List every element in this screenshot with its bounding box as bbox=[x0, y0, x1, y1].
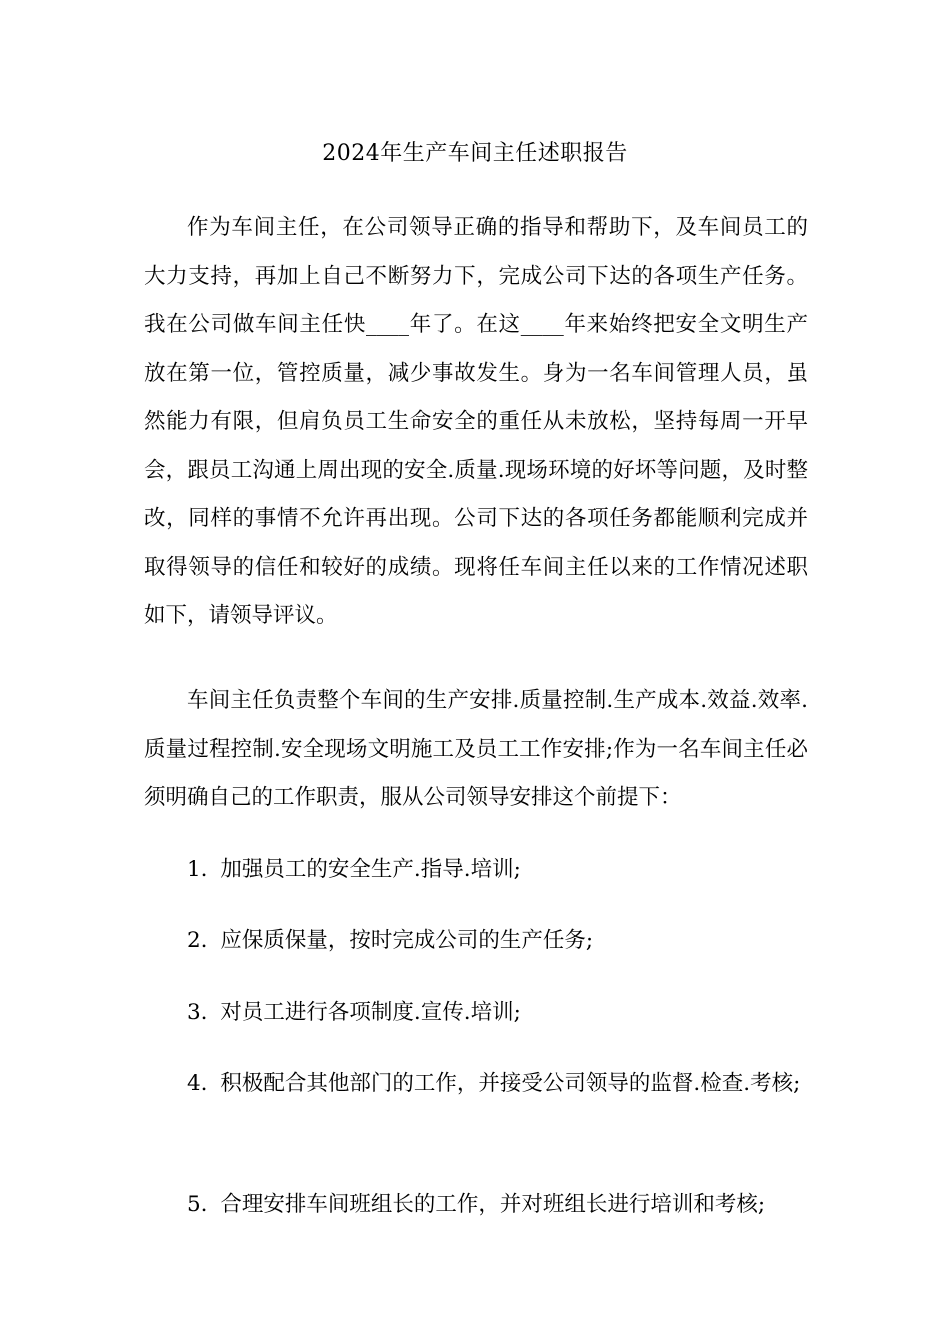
list-item-number: 3. bbox=[187, 1000, 208, 1025]
list-item bbox=[144, 1181, 808, 1230]
list-item-text: 积极配合其他部门的工作，并接受公司领导的监督.检查.考核; bbox=[220, 1071, 801, 1096]
list-item-text: 对员工进行各项制度.宣传.培训; bbox=[220, 1000, 521, 1025]
list-item-text: 应保质保量，按时完成公司的生产任务; bbox=[220, 928, 594, 953]
paragraph-intro: 作为车间主任，在公司领导正确的指导和帮助下，及车间员工的大力支持，再加上自己不断努力下，完成公司下达的各项生产任务。我在公司做车间主任快____年了。在这____年来始终把安全文明生产放在第一位，管控质量，减少事故发生。身为一名车间管理人员，虽然能力有限，但肩负员工生命安全的重任从未放松，坚持每周一开早会，跟员工沟通上周出现的安全.质量.现场环境的好坏等问题，及时整改，同样的事情不允许再出现。公司下达的各项任务都能顺利完成并取得领导的信任和较好的成绩。现将任车间主任以来的工作情况述职如下，请领导评议。 bbox=[144, 215, 808, 628]
list-item bbox=[144, 846, 808, 895]
list-item bbox=[144, 989, 808, 1038]
list-item-number: 2. bbox=[187, 928, 208, 953]
list-item-number: 4. bbox=[187, 1071, 208, 1096]
list-item-text: 合理安排车间班组长的工作，并对班组长进行培训和考核; bbox=[220, 1192, 766, 1217]
list-item-text: 加强员工的安全生产.指导.培训; bbox=[220, 857, 521, 882]
list-item-number: 1. bbox=[187, 857, 208, 882]
list-item bbox=[144, 1060, 808, 1109]
paragraph-duties: 车间主任负责整个车间的生产安排.质量控制.生产成本.效益.效率.质量过程控制.安全现场文明施工及员工工作安排;作为一名车间主任必须明确自己的工作职责，服从公司领导安排这个前提下： bbox=[144, 688, 808, 810]
list-item-number: 5. bbox=[187, 1192, 208, 1217]
list-item bbox=[144, 917, 808, 966]
document-title: 2024年生产车间主任述职报告 bbox=[322, 141, 628, 166]
